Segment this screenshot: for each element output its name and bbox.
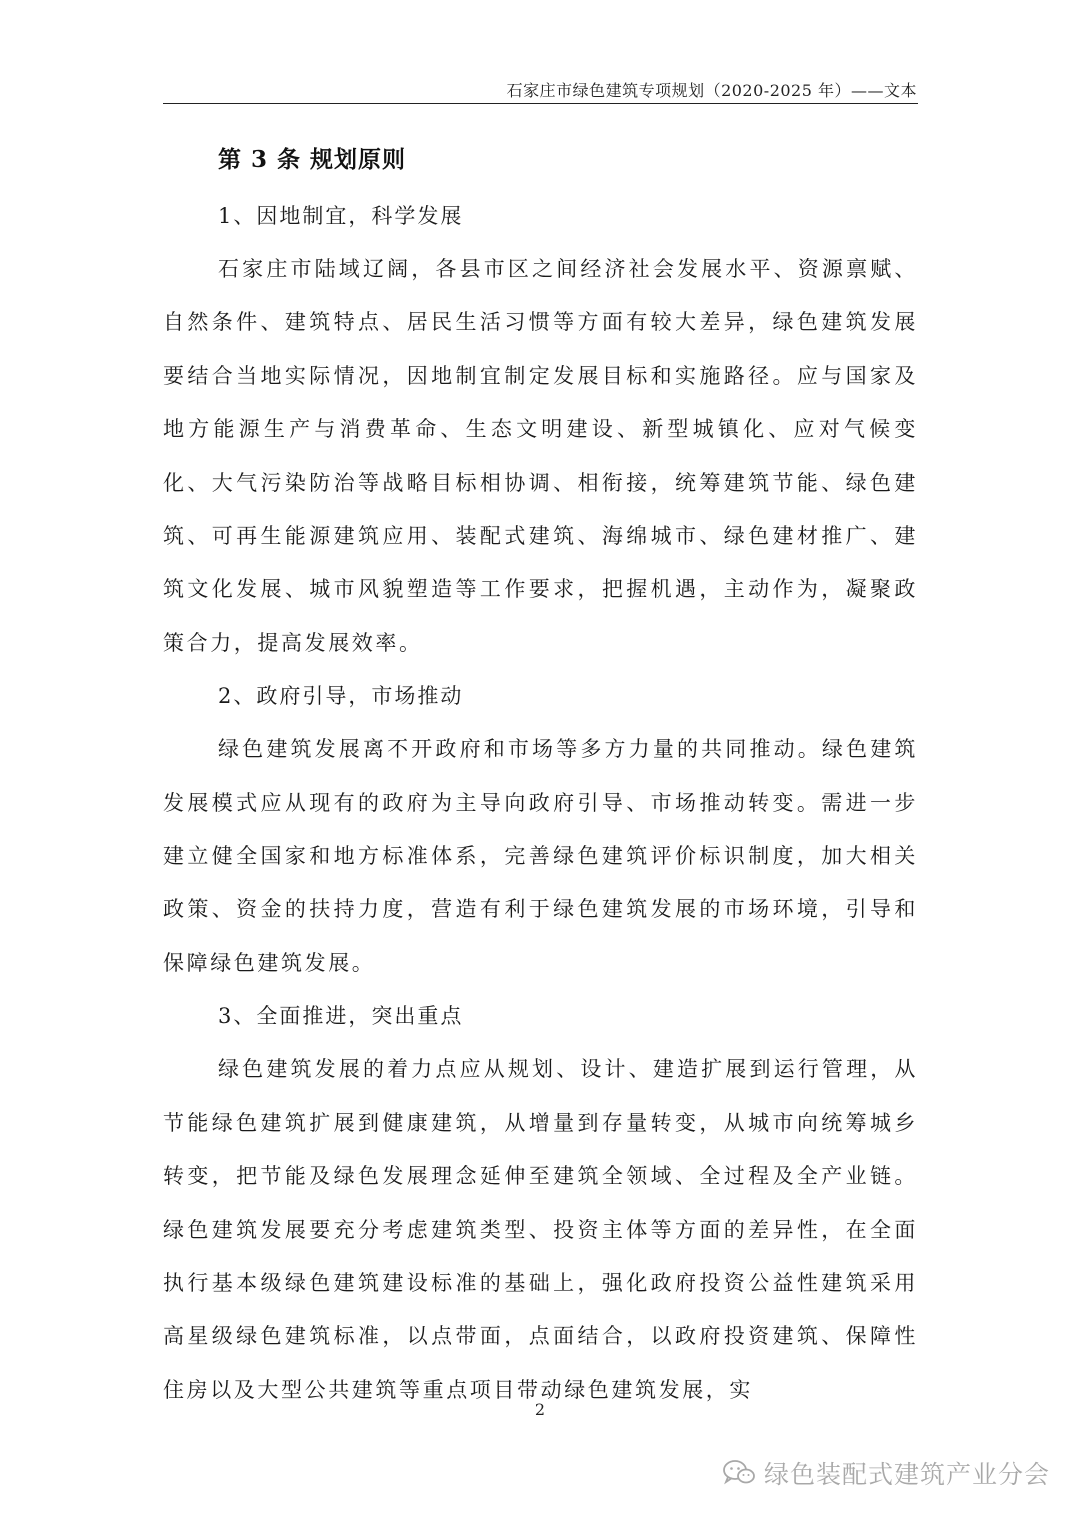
wechat-icon — [722, 1458, 756, 1488]
running-header: 石家庄市绿色建筑专项规划（2020-2025 年）——文本 — [506, 81, 917, 100]
section-heading-1: 1、因地制宜，科学发展 — [218, 204, 464, 228]
page-number: 2 — [534, 1400, 546, 1419]
section-heading-2: 2、政府引导，市场推动 — [218, 684, 464, 709]
document-body — [163, 142, 918, 1417]
article-title: 第 3 条 规划原则 — [218, 146, 407, 173]
wechat-watermark — [722, 1455, 1050, 1491]
watermark-text: 绿色装配式建筑产业分会 — [763, 1460, 1050, 1489]
section-paragraph-1: 石家庄市陆域辽阔，各县市区之间经济社会发展水平、资源禀赋、自然条件、建筑特点、居民生活习惯等方面有较大差异，绿色建筑发展要结合当地实际情况，因地制宜制定发展目标和实施路径。应与国家及地方能源生产与消费革命、生态文明建设、新型城镇化、应对气候变化、大气污染防治等战略目标相协调、相衔接，统筹建筑节能、绿色建筑、可再生能源建筑应用、装配式建筑、海绵城市、绿色建材推广、建筑文化发展、城市风貌塑造等工作要求，把握机遇，主动作为，凝聚政策合力，提高发展效率。 — [163, 257, 918, 655]
section-paragraph-3: 绿色建筑发展的着力点应从规划、设计、建造扩展到运行管理，从节能绿色建筑扩展到健康建筑，从增量到存量转变，从城市向统筹城乡转变，把节能及绿色发展理念延伸至建筑全领域、全过程及全产业链。绿色建筑发展要充分考虑建筑类型、投资主体等方面的差异性，在全面执行基本级绿色建筑建设标准的基础上，强化政府投资公益性建筑采用高星级绿色建筑标准，以点带面，点面结合，以政府投资建筑、保障性住房以及大型公共建筑等重点项目带动绿色建筑发展，实 — [163, 1057, 918, 1402]
header-divider — [163, 103, 918, 104]
section-paragraph-2: 绿色建筑发展离不开政府和市场等多方力量的共同推动。绿色建筑发展模式应从现有的政府为主导向政府引导、市场推动转变。需进一步建立健全国家和地方标准体系，完善绿色建筑评价标识制度，加大相关政策、资金的扶持力度，营造有利于绿色建筑发展的市场环境，引导和保障绿色建筑发展。 — [163, 737, 918, 975]
section-heading-3: 3、全面推进，突出重点 — [218, 1004, 464, 1029]
